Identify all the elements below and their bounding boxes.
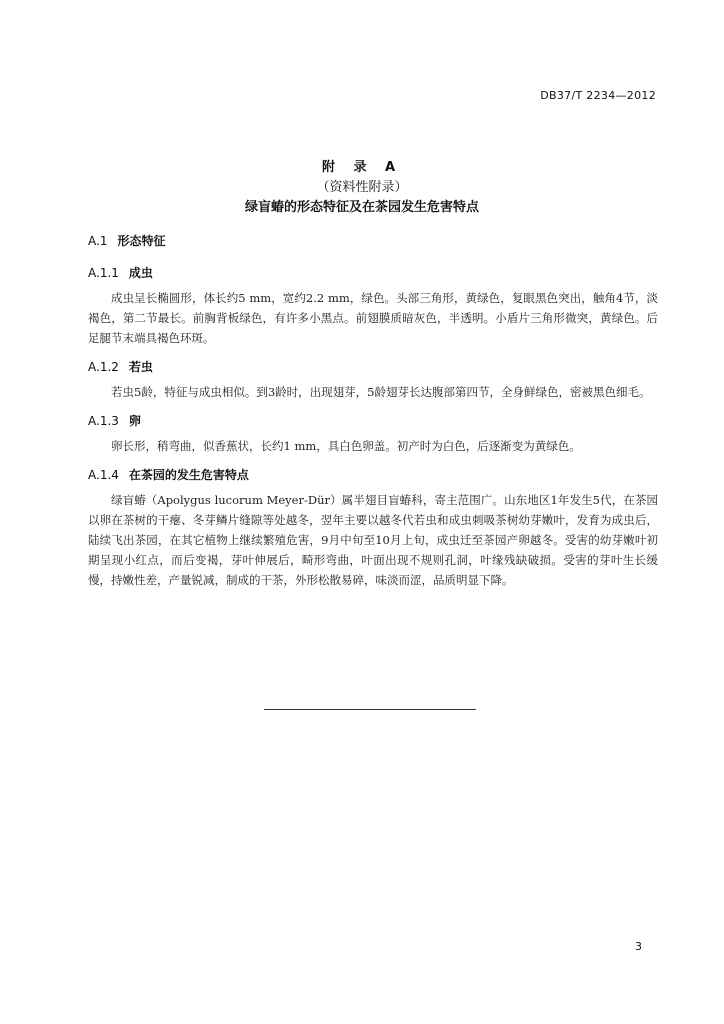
section-number: A.1.4 <box>88 468 119 482</box>
section-number: A.1 <box>88 234 108 248</box>
document-body <box>88 232 658 600</box>
paragraph-occurrence: 绿盲蝽（Apolygus lucorum Meyer-Dür）属半翅目盲蝽科，寄主范围广。山东地区1年发生5代，在茶园以卵在茶树的干瘪、冬芽鳞片缝隙等处越冬，翌年主要以越冬代若虫和成虫刺吸茶树幼芽嫩叶，发育为成虫后，陆续飞出茶园，在其它植物上继续繁殖危害，9月中旬至10月上旬，成虫迁至茶园产卵越冬。受害的幼芽嫩叶初期呈现小红点，而后变褐，芽叶伸展后，畸形弯曲，叶面出现不规则孔洞，叶缘残缺破损。受害的芽叶生长缓慢，持嫩性差，产量锐减，制成的干茶，外形松散易碎，味淡而涩，品质明显下降。 <box>88 493 658 587</box>
section-number: A.1.2 <box>88 360 119 374</box>
standard-code: DB37/T 2234—2012 <box>540 89 656 102</box>
section-heading-a1 <box>88 232 658 250</box>
section-title: 形态特征 <box>117 234 166 248</box>
paragraph-adult: 成虫呈长椭圆形，体长约5 mm，宽约2.2 mm，绿色。头部三角形，黄绿色，复眼黑色突出，触角4节，淡褐色，第二节最长。前胸背板绿色，有许多小黑点。前翅膜质暗灰色，半透明。小盾片三角形微突，黄绿色。后足腿节末端具褐色环斑。 <box>88 291 658 345</box>
appendix-subtitle: （资料性附录） <box>316 180 408 195</box>
section-number: A.1.1 <box>88 266 119 280</box>
section-number: A.1.3 <box>88 414 119 428</box>
section-heading-a1-4 <box>88 466 658 484</box>
paragraph-nymph: 若虫5龄，特征与成虫相似。到3龄时，出现翅芽，5龄翅芽长达腹部第四节，全身鲜绿色，密被黑色细毛。 <box>111 385 651 399</box>
page-number: 3 <box>635 940 642 953</box>
section-heading-a1-3 <box>88 412 658 430</box>
end-rule <box>264 709 476 710</box>
section-heading-a1-1 <box>88 264 658 282</box>
section-title: 若虫 <box>128 360 153 374</box>
section-title: 卵 <box>128 414 141 428</box>
appendix-label: 附 录 A <box>321 160 403 175</box>
section-title: 在茶园的发生危害特点 <box>128 468 249 482</box>
appendix-heading <box>0 158 724 218</box>
appendix-title: 绿盲蝽的形态特征及在茶园发生危害特点 <box>244 200 479 215</box>
section-title: 成虫 <box>128 266 153 280</box>
section-heading-a1-2 <box>88 358 658 376</box>
paragraph-egg: 卵长形，稍弯曲，似香蕉状，长约1 mm，具白色卵盖。初产时为白色，后逐渐变为黄绿色。 <box>111 439 581 453</box>
